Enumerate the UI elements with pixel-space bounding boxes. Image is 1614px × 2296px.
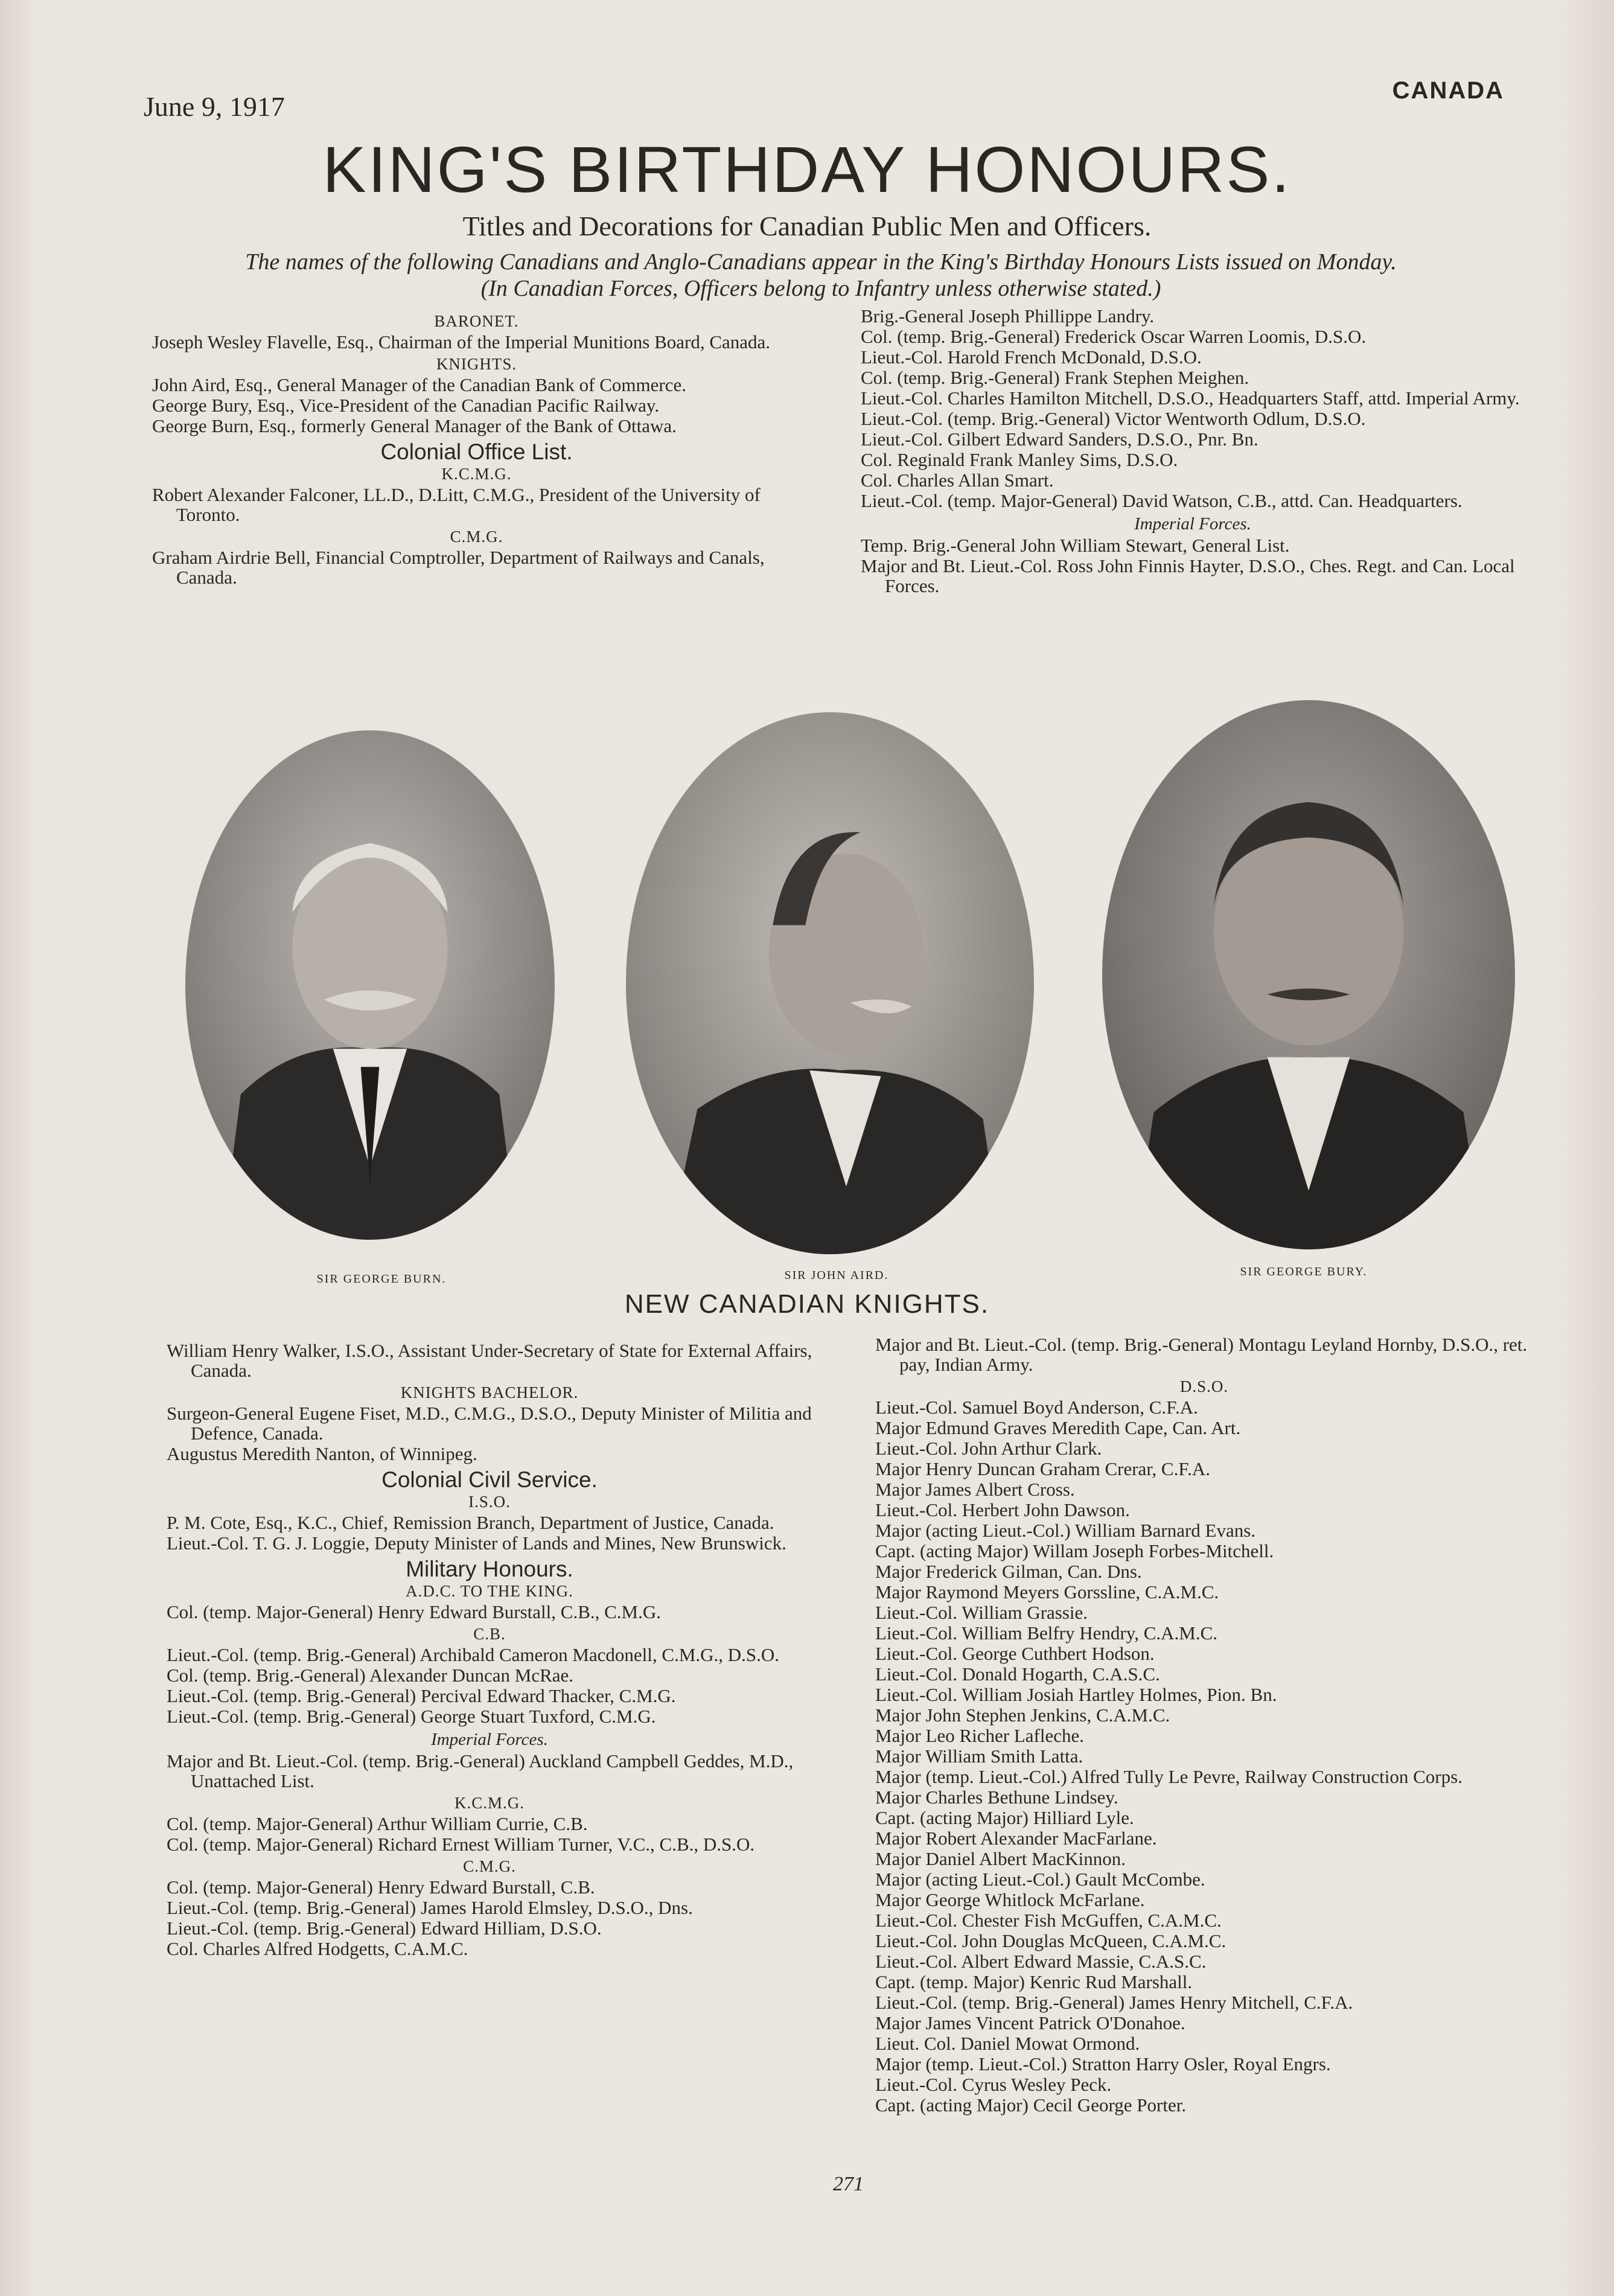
knights-bachelor-list bbox=[167, 1403, 812, 1464]
honour-entry: Major William Smith Latta. bbox=[875, 1746, 1083, 1767]
portrait-photo-george-burn bbox=[185, 730, 555, 1240]
cmg-heading: C.M.G. bbox=[450, 528, 503, 546]
honour-entry: George Bury, Esq., Vice-President of the Canadian Pacific Railway. bbox=[152, 395, 660, 416]
honour-entry: Lieut.-Col. (temp. Brig.-General) Archibald Cameron Macdonell, C.M.G., D.S.O. bbox=[167, 1644, 780, 1665]
page-subtitle: Titles and Decorations for Canadian Public Men and Officers. bbox=[462, 211, 1152, 241]
knights-list bbox=[152, 375, 801, 436]
cmg-continued-list-2 bbox=[875, 1335, 1533, 1374]
honour-entry: Lieut.-Col. (temp. Brig.-General) Edward Hilliam, D.S.O. bbox=[167, 1918, 602, 1939]
honour-entry: Capt. (acting Major) Cecil George Porter. bbox=[875, 2094, 1187, 2116]
imperial-forces-heading: Imperial Forces. bbox=[1134, 514, 1251, 534]
honour-entry: Lieut.-Col. Chester Fish McGuffen, C.A.M.C. bbox=[875, 1910, 1222, 1931]
issue-date: June 9, 1917 bbox=[144, 91, 285, 122]
honour-entry: Major Edmund Graves Meredith Cape, Can. Art. bbox=[875, 1417, 1241, 1438]
top-left-column bbox=[152, 309, 801, 588]
honour-entry: Major Robert Alexander MacFarlane. bbox=[875, 1828, 1157, 1849]
honour-entry: Lieut.-Col. (temp. Brig.-General) James Henry Mitchell, C.F.A. bbox=[875, 1992, 1353, 2013]
bottom-right-column bbox=[875, 1334, 1533, 2116]
cmg-heading-2: C.M.G. bbox=[463, 1857, 516, 1875]
honour-entry: Surgeon-General Eugene Fiset, M.D., C.M.G., D.S.O., Deputy Minister of Militia and Defence, Canada. bbox=[167, 1403, 812, 1444]
page-title: KING'S BIRTHDAY HONOURS. bbox=[322, 133, 1292, 206]
honour-entry: Lieut.-Col. Samuel Boyd Anderson, C.F.A. bbox=[875, 1397, 1198, 1418]
adc-list bbox=[167, 1602, 812, 1622]
honour-entry: Col. Reginald Frank Manley Sims, D.S.O. bbox=[861, 449, 1178, 470]
honour-entry: Lieut.-Col. George Cuthbert Hodson. bbox=[875, 1643, 1155, 1664]
cmg-list-2 bbox=[167, 1877, 812, 1959]
honour-entry: Major James Albert Cross. bbox=[875, 1479, 1075, 1500]
honour-entry: Major Daniel Albert MacKinnon. bbox=[875, 1848, 1126, 1869]
honour-entry: Lieut.-Col. (temp. Major-General) David Watson, C.B., attd. Can. Headquarters. bbox=[861, 490, 1462, 511]
iso-heading: I.S.O. bbox=[468, 1493, 511, 1511]
honour-entry: Col. (temp. Major-General) Arthur William Currie, C.B. bbox=[167, 1813, 588, 1834]
portrait-photo-john-aird bbox=[626, 712, 1034, 1254]
honour-entry: Lieut.-Col. (temp. Brig.-General) James Harold Elmsley, D.S.O., Dns. bbox=[167, 1897, 693, 1918]
intro-note bbox=[121, 249, 1521, 302]
honour-entry: Lieut.-Col. William Grassie. bbox=[875, 1602, 1088, 1623]
honour-entry: Major Charles Bethune Lindsey. bbox=[875, 1787, 1118, 1808]
honour-entry: Col. (temp. Major-General) Richard Ernest William Turner, V.C., C.B., D.S.O. bbox=[167, 1834, 755, 1855]
honour-entry: Col. (temp. Major-General) Henry Edward Burstall, C.B. bbox=[167, 1877, 595, 1898]
honour-entry: P. M. Cote, Esq., K.C., Chief, Remission Branch, Department of Justice, Canada. bbox=[167, 1512, 774, 1533]
honour-entry: Capt. (temp. Major) Kenric Rud Marshall. bbox=[875, 1971, 1193, 1992]
honour-entry: Major (acting Lieut.-Col.) Gault McCombe. bbox=[875, 1869, 1205, 1890]
intro-line-2: (In Canadian Forces, Officers belong to Infantry unless otherwise stated.) bbox=[480, 276, 1161, 301]
honour-entry: Major Frederick Gilman, Can. Dns. bbox=[875, 1561, 1142, 1582]
cb-list bbox=[167, 1645, 812, 1726]
honour-entry: Major George Whitlock McFarlane. bbox=[875, 1889, 1145, 1910]
adc-heading: A.D.C. TO THE KING. bbox=[406, 1582, 573, 1600]
honour-entry: Lieut.-Col. Charles Hamilton Mitchell, D.S.O., Headquarters Staff, attd. Imperial Army. bbox=[861, 387, 1520, 409]
honour-entry: George Burn, Esq., formerly General Manager of the Bank of Ottawa. bbox=[152, 415, 677, 436]
page-number: 271 bbox=[833, 2173, 864, 2195]
iso-list bbox=[167, 1513, 812, 1553]
kcmg-list bbox=[152, 485, 801, 525]
colonial-office-heading: Colonial Office List. bbox=[380, 439, 573, 464]
honour-entry: Capt. (acting Major) Willam Joseph Forbes-Mitchell. bbox=[875, 1540, 1274, 1561]
honour-entry: Lieut.-Col. (temp. Brig.-General) George Stuart Tuxford, C.M.G. bbox=[167, 1706, 656, 1727]
cmg-list bbox=[152, 547, 801, 587]
military-honours-heading: Military Honours. bbox=[406, 1557, 573, 1581]
honour-entry: William Henry Walker, I.S.O., Assistant Under-Secretary of State for External Affairs, Canada. bbox=[167, 1340, 812, 1381]
top-right-column bbox=[861, 305, 1525, 596]
portrait-caption-john-aird: SIR JOHN AIRD. bbox=[784, 1269, 889, 1282]
honour-entry: Col. Charles Alfred Hodgetts, C.A.M.C. bbox=[167, 1938, 468, 1959]
section-label: CANADA bbox=[1392, 77, 1504, 104]
honour-entry: Lieut.-Col. Donald Hogarth, C.A.S.C. bbox=[875, 1663, 1160, 1685]
baronet-list bbox=[152, 332, 801, 352]
honour-entry: Joseph Wesley Flavelle, Esq., Chairman of the Imperial Munitions Board, Canada. bbox=[152, 331, 771, 352]
honour-entry: Major John Stephen Jenkins, C.A.M.C. bbox=[875, 1704, 1170, 1726]
portrait-caption-george-burn: SIR GEORGE BURN. bbox=[316, 1272, 447, 1286]
honour-entry: Lieut.-Col. (temp. Brig.-General) Victor Wentworth Odlum, D.S.O. bbox=[861, 408, 1366, 429]
baronet-heading: BARONET. bbox=[434, 312, 519, 330]
honour-entry: Major (acting Lieut.-Col.) William Barnard Evans. bbox=[875, 1520, 1256, 1541]
bottom-left-column bbox=[167, 1340, 812, 1959]
honour-entry: Lieut.-Col. John Arthur Clark. bbox=[875, 1438, 1102, 1459]
portrait-photo-george-bury bbox=[1102, 700, 1515, 1249]
honour-entry: Col. (temp. Brig.-General) Alexander Duncan McRae. bbox=[167, 1665, 574, 1686]
kcmg-heading: K.C.M.G. bbox=[441, 465, 512, 483]
honour-entry: Lieut.-Col. Gilbert Edward Sanders, D.S.O., Pnr. Bn. bbox=[861, 429, 1258, 450]
honour-entry: Lieut.-Col. Cyrus Wesley Peck. bbox=[875, 2074, 1112, 2095]
honour-entry: Augustus Meredith Nanton, of Winnipeg. bbox=[167, 1443, 477, 1464]
dso-heading: D.S.O. bbox=[1179, 1377, 1229, 1395]
honour-entry: Col. (temp. Brig.-General) Frederick Oscar Warren Loomis, D.S.O. bbox=[861, 326, 1367, 347]
imperial-forces-list-2 bbox=[167, 1751, 812, 1791]
honour-entry: Robert Alexander Falconer, LL.D., D.Litt, C.M.G., President of the University of Toronto. bbox=[152, 484, 761, 525]
imperial-forces-list bbox=[861, 535, 1525, 596]
honour-entry: Capt. (acting Major) Hilliard Lyle. bbox=[875, 1807, 1134, 1828]
honour-entry: Major Henry Duncan Graham Crerar, C.F.A. bbox=[875, 1458, 1210, 1479]
honour-entry: Lieut.-Col. Herbert John Dawson. bbox=[875, 1499, 1130, 1520]
honour-entry: Lieut.-Col. John Douglas McQueen, C.A.M.C. bbox=[875, 1930, 1226, 1951]
honour-entry: Major and Bt. Lieut.-Col. Ross John Finnis Hayter, D.S.O., Ches. Regt. and Can. Local Forces. bbox=[861, 555, 1515, 596]
honour-entry: Graham Airdrie Bell, Financial Comptroller, Department of Railways and Canals, Canada. bbox=[152, 547, 765, 588]
knights-bachelor-heading: KNIGHTS BACHELOR. bbox=[400, 1383, 579, 1402]
honour-entry: Major Raymond Meyers Gorssline, C.A.M.C. bbox=[875, 1581, 1219, 1602]
honour-entry: Major and Bt. Lieut.-Col. (temp. Brig.-General) Montagu Leyland Hornby, D.S.O., ret. pay, Indian Army. bbox=[875, 1334, 1528, 1375]
honour-entry: Lieut.-Col. Harold French McDonald, D.S.O. bbox=[861, 346, 1202, 368]
honour-entry: Lieut.-Col. (temp. Brig.-General) Percival Edward Thacker, C.M.G. bbox=[167, 1685, 676, 1706]
kcmg-list-2 bbox=[167, 1814, 812, 1854]
honour-entry: Major and Bt. Lieut.-Col. (temp. Brig.-General) Auckland Campbell Geddes, M.D., Unattached List. bbox=[167, 1750, 794, 1791]
knights-section-title: NEW CANADIAN KNIGHTS. bbox=[624, 1289, 990, 1319]
honour-entry: Major Leo Richer Lafleche. bbox=[875, 1725, 1084, 1746]
portrait-caption-george-bury: SIR GEORGE BURY. bbox=[1240, 1265, 1368, 1278]
honour-entry: Major (temp. Lieut.-Col.) Alfred Tully Le Pevre, Railway Construction Corps. bbox=[875, 1766, 1462, 1787]
honour-entry: Brig.-General Joseph Phillippe Landry. bbox=[861, 305, 1155, 327]
intro-line-1: The names of the following Canadians and Anglo-Canadians appear in the King's Birthday Honours Lists issued on Monday. bbox=[245, 249, 1397, 275]
honour-entry: Major (temp. Lieut.-Col.) Stratton Harry Osler, Royal Engrs. bbox=[875, 2053, 1331, 2074]
honour-entry: Lieut. Col. Daniel Mowat Ormond. bbox=[875, 2033, 1140, 2054]
kcmg-heading-2: K.C.M.G. bbox=[454, 1794, 525, 1812]
honour-entry: Lieut.-Col. William Josiah Hartley Holmes, Pion. Bn. bbox=[875, 1684, 1277, 1705]
cmg-continued-list bbox=[861, 306, 1525, 511]
honour-entry: Major James Vincent Patrick O'Donahoe. bbox=[875, 2012, 1185, 2033]
honour-entry: John Aird, Esq., General Manager of the Canadian Bank of Commerce. bbox=[152, 374, 686, 395]
cb-heading: C.B. bbox=[473, 1625, 506, 1643]
dso-list bbox=[875, 1397, 1533, 2115]
honour-entry: Col. (temp. Major-General) Henry Edward Burstall, C.B., C.M.G. bbox=[167, 1601, 662, 1622]
honour-entry: Temp. Brig.-General John William Stewart, General List. bbox=[861, 535, 1290, 556]
honour-entry: Lieut.-Col. William Belfry Hendry, C.A.M.C. bbox=[875, 1622, 1218, 1644]
knights-heading: KNIGHTS. bbox=[436, 355, 517, 373]
honour-entry: Lieut.-Col. T. G. J. Loggie, Deputy Minister of Lands and Mines, New Brunswick. bbox=[167, 1532, 786, 1554]
honour-entry: Col. Charles Allan Smart. bbox=[861, 470, 1054, 491]
imperial-forces-heading-2: Imperial Forces. bbox=[431, 1730, 548, 1749]
colonial-civil-service-heading: Colonial Civil Service. bbox=[381, 1467, 598, 1492]
first-knight-list bbox=[167, 1341, 812, 1380]
honour-entry: Col. (temp. Brig.-General) Frank Stephen Meighen. bbox=[861, 367, 1249, 388]
honour-entry: Lieut.-Col. Albert Edward Massie, C.A.S.C. bbox=[875, 1951, 1207, 1972]
